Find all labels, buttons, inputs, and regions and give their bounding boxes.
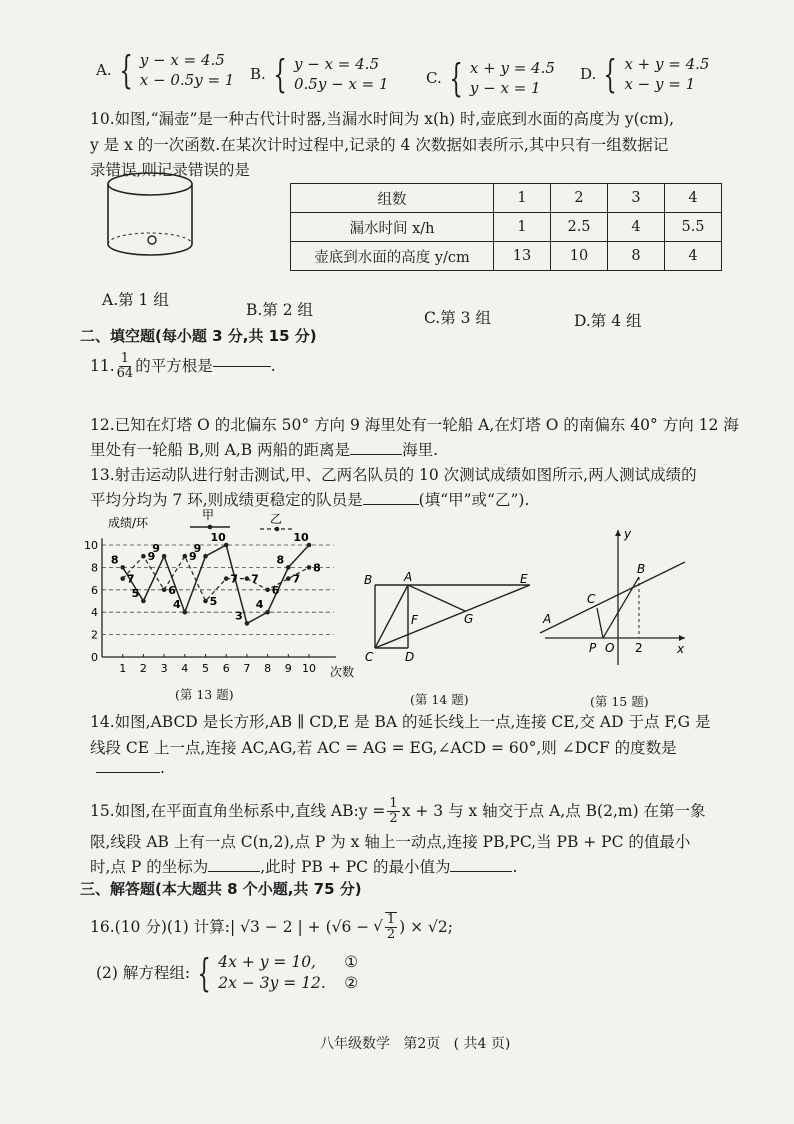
table-cell: 5.5 xyxy=(665,213,722,242)
table-cell: 8 xyxy=(608,242,665,271)
x-tick-label: 10 xyxy=(302,662,316,675)
y-tick-label: 6 xyxy=(91,583,98,597)
data-label: 5 xyxy=(209,595,218,608)
axis-label: x xyxy=(677,642,685,656)
option-label: D. xyxy=(580,65,597,84)
q15-line3 xyxy=(90,857,517,877)
equation-marker: ① xyxy=(344,953,359,971)
table-cell: 13 xyxy=(494,242,551,271)
equation: y − x = 4.5 xyxy=(139,51,225,69)
table-row xyxy=(291,242,722,271)
data-label: 9 xyxy=(152,542,160,556)
legend-label-jia: 甲 xyxy=(202,508,215,522)
brace-icon: { xyxy=(197,950,211,995)
q15-text: 时,点 P 的坐标为 xyxy=(90,858,209,876)
q16-text: 16.(10 分)(1) 计算:| √3 − 2 | + (√6 − xyxy=(90,917,370,936)
answer-blank xyxy=(213,366,271,367)
x-tick-label: 3 xyxy=(160,662,168,675)
fraction xyxy=(385,912,397,941)
q14-line1: 14.如图,ABCD 是长方形,AB ∥ CD,E 是 BA 的延长线上一点,连接 CE,交 AD 于点 F,G 是 xyxy=(90,713,711,731)
q15-text: 15.如图,在平面直角坐标系中,直线 AB:y = xyxy=(90,802,386,821)
point-label: P xyxy=(589,641,597,655)
data-label: 8 xyxy=(110,553,119,567)
data-label: 9 xyxy=(193,542,202,556)
brace-icon: { xyxy=(603,52,618,97)
point-label: E xyxy=(520,572,528,586)
point-label: O xyxy=(605,641,615,655)
fig13-caption: (第 13 题) xyxy=(175,687,234,702)
table-cell: 壶底到水面的高度 y/cm xyxy=(291,242,494,271)
y-tick-label: 10 xyxy=(84,539,98,552)
point-label: C xyxy=(365,650,374,664)
data-point xyxy=(265,610,270,615)
answer-blank xyxy=(363,504,419,505)
point-label: A xyxy=(543,612,552,626)
point-label: C xyxy=(587,592,596,606)
y-tick-label: 0 xyxy=(91,651,98,664)
option-label: B. xyxy=(250,65,266,84)
q10-option-a: A.第 1 组 xyxy=(102,291,169,309)
table-cell: 4 xyxy=(665,184,722,213)
data-label: 3 xyxy=(235,609,243,623)
data-point xyxy=(203,554,208,559)
option-label: C. xyxy=(426,69,442,88)
q12-line1: 12.已知在灯塔 O 的北偏东 50° 方向 9 海里处有一轮船 A,在灯塔 O 的南偏东 40° 方向 12 海 xyxy=(90,416,739,434)
q10-line3: 录错误,则记录错误的是 xyxy=(90,161,250,179)
q9-option-c xyxy=(426,58,555,99)
numerator: 1 xyxy=(386,912,396,927)
point-label: A xyxy=(404,570,413,584)
brace-icon: { xyxy=(119,48,133,93)
tick-label: 2 xyxy=(635,641,643,655)
table-cell: 10 xyxy=(551,242,608,271)
legend-marker-jia xyxy=(208,525,213,530)
data-point xyxy=(120,576,125,581)
answer-blank xyxy=(96,772,160,773)
data-label: 6 xyxy=(271,583,280,597)
q9-option-b xyxy=(250,54,389,95)
data-point xyxy=(286,565,291,570)
water-clock-figure xyxy=(100,168,210,268)
fraction xyxy=(117,352,134,380)
q10-option-b: B.第 2 组 xyxy=(246,301,314,319)
q11-text: 的平方根是 xyxy=(135,357,213,376)
data-label: 10 xyxy=(293,531,309,544)
q11: 11. $\frac{1}{64}$ 的平方根是 . xyxy=(90,351,276,381)
legend-label-yi: 乙 xyxy=(270,512,283,526)
q10-data-table xyxy=(290,183,722,271)
data-label: 9 xyxy=(188,550,197,564)
period: . xyxy=(512,858,518,876)
equation: x − y = 1 xyxy=(624,75,696,94)
denominator: 2 xyxy=(386,926,396,942)
table-cell: 漏水时间 x/h xyxy=(291,213,494,242)
section-2-heading: 二、填空题(每小题 3 分,共 15 分) xyxy=(80,327,317,345)
numerator: 1 xyxy=(389,796,398,811)
q12-unit: 海里. xyxy=(402,441,439,459)
q15-line2: 限,线段 AB 上有一点 C(n,2),点 P 为 x 轴上一动点,连接 PB,PC,当 PB + PC 的值最小 xyxy=(90,833,691,851)
data-label: 7 xyxy=(251,572,259,586)
data-point xyxy=(162,554,167,559)
data-point xyxy=(183,554,188,559)
x-tick-label: 5 xyxy=(202,662,209,675)
equation-marker: ② xyxy=(344,973,359,992)
fig15-coordinate-figure xyxy=(535,525,695,675)
q12-text: 里处有一轮船 B,则 A,B 两船的距离是 xyxy=(90,441,351,459)
data-point xyxy=(162,588,167,593)
q16-text: (2) 解方程组: xyxy=(96,963,191,982)
question-number: 11. xyxy=(90,357,115,376)
x-tick-label: 7 xyxy=(243,662,251,675)
data-label: 9 xyxy=(147,550,156,564)
q9-option-a xyxy=(96,50,234,91)
sqrt-icon: √ xyxy=(373,916,383,935)
data-point xyxy=(141,599,146,604)
equation: x + y = 4.5 xyxy=(624,55,710,73)
answer-blank xyxy=(208,871,260,872)
q13-text: 平均分均为 7 环,则成绩更稳定的队员是 xyxy=(90,491,363,509)
data-label: 4 xyxy=(255,598,264,612)
data-point xyxy=(265,588,270,593)
q12-line2 xyxy=(90,440,438,460)
equation: y − x = 1 xyxy=(469,79,541,98)
data-point xyxy=(183,610,188,615)
fig14-rectangle-figure xyxy=(360,570,540,665)
q10-line1: 10.如图,“漏壶”是一种古代计时器,当漏水时间为 x(h) 时,壶底到水面的高度为 y(cm), xyxy=(90,110,675,128)
q16-part2 xyxy=(96,952,358,994)
data-label: 8 xyxy=(313,561,321,575)
fig15-caption: (第 15 题) xyxy=(590,694,649,709)
q10-option-c: C.第 3 组 xyxy=(424,309,491,327)
data-label: 5 xyxy=(131,587,140,600)
fraction xyxy=(387,797,399,825)
data-point xyxy=(245,576,250,581)
data-label: 7 xyxy=(230,572,239,586)
numerator: 1 xyxy=(120,351,130,366)
chart-y-axis-label: 成绩/环 xyxy=(108,516,149,530)
period: . xyxy=(160,759,165,777)
axis-label: y xyxy=(624,527,632,541)
table-cell: 4 xyxy=(608,213,665,242)
data-label: 10 xyxy=(210,531,226,544)
table-cell: 1 xyxy=(494,213,551,242)
option-label: A. xyxy=(96,61,112,80)
table-cell: 组数 xyxy=(291,184,494,213)
data-label: 4 xyxy=(172,598,181,612)
page-footer: 八年级数学 第2页 ( 共4 页) xyxy=(320,1036,511,1052)
denominator: 2 xyxy=(389,810,398,826)
legend-marker-yi xyxy=(275,527,280,532)
x-tick-label: 1 xyxy=(119,662,127,675)
y-tick-label: 4 xyxy=(91,606,98,620)
fig14-caption: (第 14 题) xyxy=(410,692,469,707)
data-point xyxy=(245,621,250,626)
point-label: B xyxy=(637,562,646,576)
equation: 0.5y − x = 1 xyxy=(293,75,389,94)
q13-line1: 13.射击运动队进行射击测试,甲、乙两名队员的 10 次测试成绩如图所示,两人测试成绩的 xyxy=(90,466,697,484)
x-tick-label: 8 xyxy=(264,662,272,675)
table-cell: 2.5 xyxy=(551,213,608,242)
table-cell: 1 xyxy=(494,184,551,213)
brace-icon: { xyxy=(449,56,463,101)
table-row xyxy=(291,184,722,213)
equation: 2x − 3y = 12. xyxy=(218,973,326,992)
section-3-heading: 三、解答题(本大题共 8 个小题,共 75 分) xyxy=(80,880,362,898)
point-label: F xyxy=(411,613,418,627)
data-point xyxy=(141,554,146,559)
y-tick-label: 8 xyxy=(91,561,98,575)
equation: 4x + y = 10, xyxy=(218,953,316,971)
data-point xyxy=(286,576,291,581)
point-label: B xyxy=(364,573,373,587)
data-label: 6 xyxy=(168,583,176,597)
q14-line3 xyxy=(96,758,165,778)
x-tick-label: 4 xyxy=(181,662,189,675)
q13-hint: (填“甲”或“乙”). xyxy=(418,491,530,509)
brace-icon: { xyxy=(273,52,287,97)
data-point xyxy=(307,565,312,570)
point-label: D xyxy=(405,650,415,664)
data-label: 7 xyxy=(292,572,301,586)
data-point xyxy=(203,599,208,604)
table-cell: 4 xyxy=(665,242,722,271)
y-tick-label: 2 xyxy=(91,628,98,642)
data-label: 8 xyxy=(276,553,285,567)
denominator: 64 xyxy=(116,365,134,381)
chart-x-axis-label: 次数 xyxy=(330,665,355,679)
q16-part1 xyxy=(90,912,453,941)
point-label: G xyxy=(464,612,474,626)
table-row xyxy=(291,213,722,242)
chart-legend xyxy=(190,508,295,531)
q15-text: ,此时 PB + PC 的最小值为 xyxy=(260,858,451,876)
equation: x − 0.5y = 1 xyxy=(139,71,235,90)
x-tick-label: 2 xyxy=(139,662,147,675)
table-cell: 2 xyxy=(551,184,608,213)
q10-option-d: D.第 4 组 xyxy=(574,312,642,330)
score-line-chart xyxy=(80,505,360,685)
q10-line2: y 是 x 的一次函数.在某次计时过程中,记录的 4 次数据如表所示,其中只有一组数据记 xyxy=(90,136,669,154)
q15-line1 xyxy=(90,797,706,825)
equation: x + y = 4.5 xyxy=(469,59,555,77)
data-point xyxy=(224,576,229,581)
data-label: 7 xyxy=(126,572,135,586)
q14-line2: 线段 CE 上一点,连接 AC,AG,若 AC = AG = EG,∠ACD = 60°,则 ∠DCF 的度数是 xyxy=(90,739,677,757)
answer-blank xyxy=(350,454,402,455)
answer-blank xyxy=(450,871,512,872)
data-point xyxy=(120,565,125,570)
equation: y − x = 4.5 xyxy=(293,55,379,73)
q9-option-d xyxy=(580,54,709,95)
x-tick-label: 6 xyxy=(222,662,230,675)
x-tick-label: 9 xyxy=(284,662,292,675)
table-cell: 3 xyxy=(608,184,665,213)
q15-text: x + 3 与 x 轴交于点 A,点 B(2,m) 在第一象 xyxy=(401,802,706,821)
q16-text: ) × √2; xyxy=(399,917,453,936)
